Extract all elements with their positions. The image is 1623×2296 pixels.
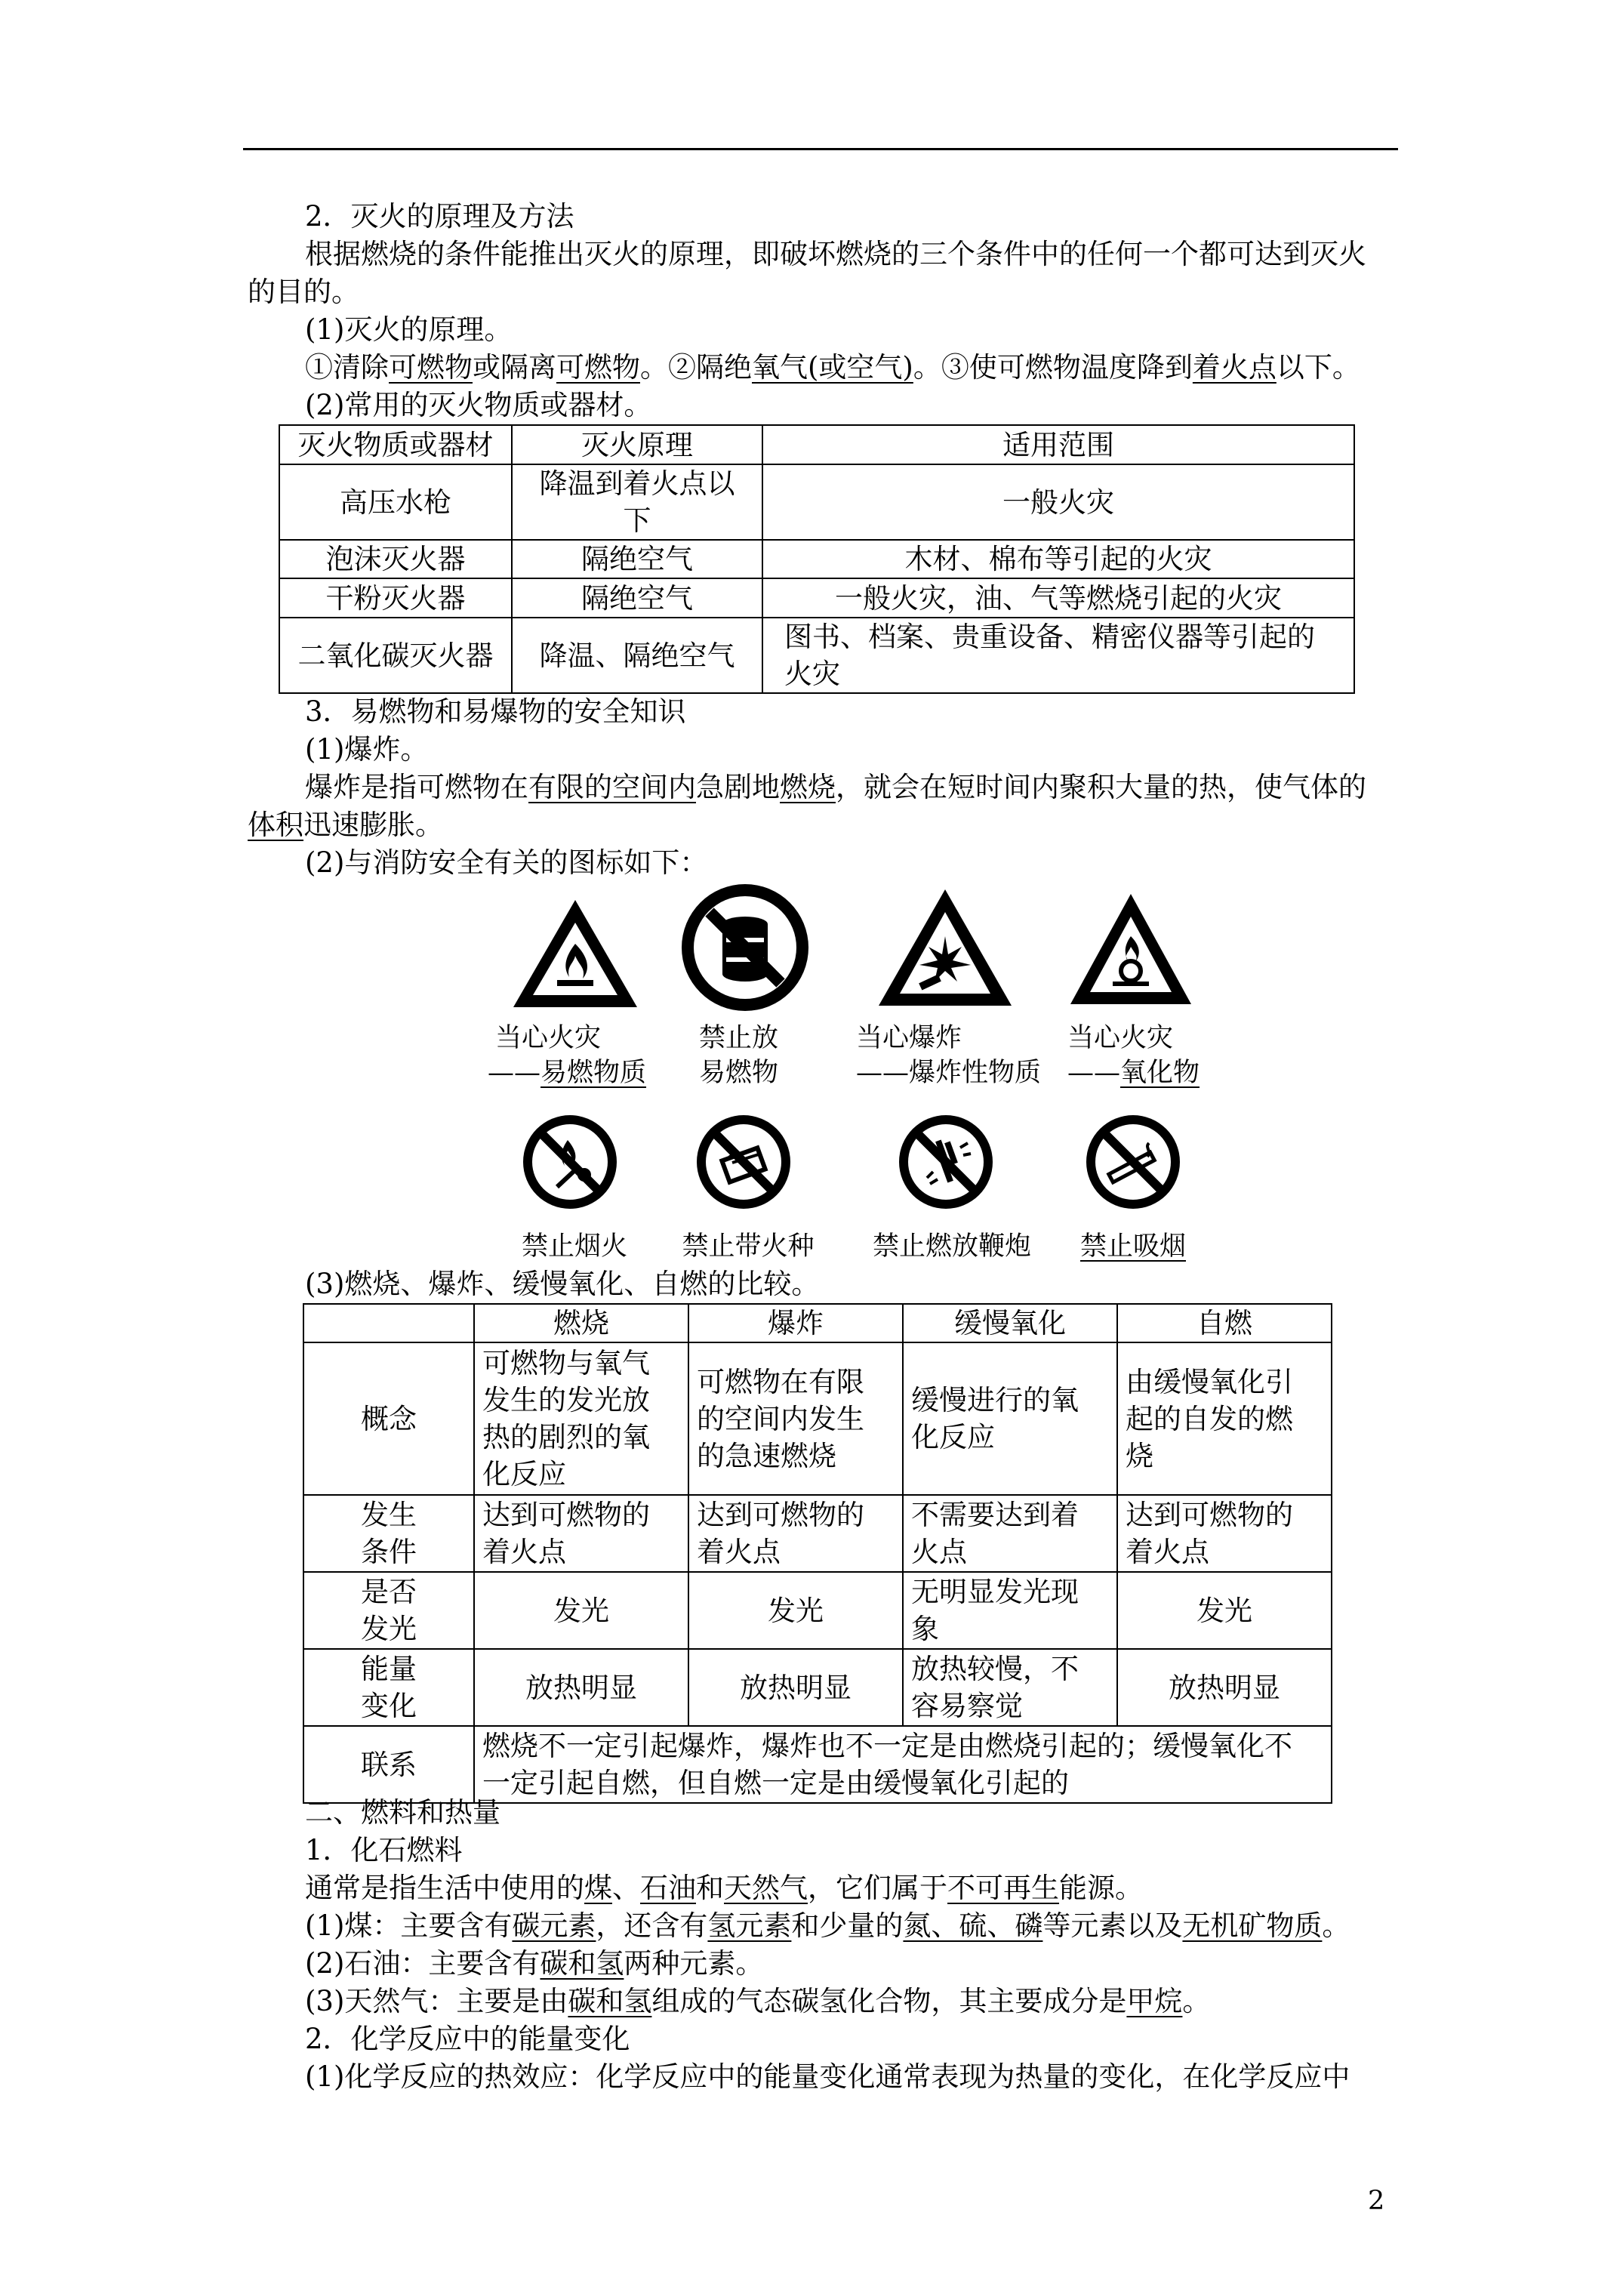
sign-caption bbox=[699, 1021, 797, 1090]
cell-line: 变化 bbox=[361, 1690, 417, 1722]
cell-line: 不需要达到着 bbox=[911, 1499, 1079, 1531]
paragraph-line bbox=[305, 1869, 1143, 1907]
text-run: (3)天然气：主要是由 bbox=[305, 1985, 568, 2017]
table-cell bbox=[762, 618, 1354, 693]
caption-line: 当心爆炸 bbox=[856, 1023, 962, 1053]
table-row bbox=[303, 1495, 1332, 1572]
cell-line: 的急速燃烧 bbox=[697, 1439, 836, 1472]
answer-blank: 燃烧 bbox=[780, 771, 836, 803]
table-header bbox=[303, 1304, 474, 1342]
table-cell: 发光 bbox=[474, 1572, 688, 1649]
table-row bbox=[279, 464, 1354, 540]
table-row bbox=[279, 578, 1354, 618]
text-run: 通常是指生活中使用的 bbox=[305, 1872, 584, 1904]
cell-line: 着火点 bbox=[482, 1536, 566, 1568]
table-header: 灭火原理 bbox=[512, 425, 762, 464]
table-cell: 发光 bbox=[1117, 1572, 1332, 1649]
caution-explosion-icon bbox=[876, 886, 1015, 1009]
text-run: 能源。 bbox=[1059, 1872, 1143, 1904]
table-header: 自燃 bbox=[1117, 1304, 1332, 1342]
table-cell bbox=[1117, 1342, 1332, 1495]
sign-caption bbox=[1067, 1021, 1218, 1090]
sign-caption bbox=[488, 1021, 669, 1090]
answer-blank: 可燃物 bbox=[556, 351, 640, 384]
text-run: 急剧地 bbox=[696, 771, 780, 803]
cell-line: 无明显发光现 bbox=[911, 1576, 1079, 1608]
cell-line: 火点 bbox=[911, 1536, 967, 1568]
caption-line: 易燃物 bbox=[699, 1058, 779, 1088]
row-label bbox=[303, 1649, 474, 1726]
answer-blank: 氧气(或空气) bbox=[752, 351, 913, 384]
answer-blank: 体积 bbox=[248, 809, 303, 841]
answer-blank: 不可再生 bbox=[947, 1872, 1059, 1904]
answer-blank: 甲烷 bbox=[1126, 1985, 1183, 2017]
table-row bbox=[303, 1572, 1332, 1649]
cell-line: 燃烧不一定引起爆炸，爆炸也不一定是由燃烧引起的；缓慢氧化不 bbox=[482, 1730, 1292, 1762]
caution-fire-icon bbox=[510, 897, 640, 1010]
caption-underlined: 禁止吸烟 bbox=[1079, 1231, 1186, 1262]
extinguisher-table bbox=[279, 424, 1355, 694]
cell-line: 发生 bbox=[361, 1499, 417, 1531]
text-run: 或隔离 bbox=[473, 351, 556, 384]
cell-line: 是否 bbox=[361, 1576, 417, 1608]
table-row bbox=[303, 1649, 1332, 1726]
row-label bbox=[303, 1572, 474, 1649]
text-run: ，它们属于 bbox=[808, 1872, 947, 1904]
cell-line: 的空间内发生 bbox=[697, 1402, 864, 1435]
answer-blank: 碳元素 bbox=[512, 1909, 596, 1942]
subheading: (2)常用的灭火物质或器材。 bbox=[305, 389, 652, 421]
paragraph-line bbox=[305, 1983, 1210, 2020]
table-cell bbox=[1117, 1495, 1332, 1572]
cell-line: 化反应 bbox=[911, 1421, 995, 1453]
table-cell bbox=[512, 464, 762, 540]
table-cell bbox=[903, 1572, 1117, 1649]
cell-line: 容易察觉 bbox=[911, 1690, 1023, 1722]
table-cell bbox=[903, 1495, 1117, 1572]
answer-blank: 着火点 bbox=[1192, 351, 1277, 384]
table-cell: 降温、隔绝空气 bbox=[512, 618, 762, 693]
table-header: 爆炸 bbox=[688, 1304, 903, 1342]
answer-blank: 无机矿物质 bbox=[1182, 1909, 1323, 1942]
text-run: (2)石油：主要含有 bbox=[305, 1947, 540, 1980]
cell-line: 起的自发的燃 bbox=[1126, 1402, 1293, 1435]
cell-line: 由缓慢氧化引 bbox=[1126, 1365, 1293, 1398]
text-run: 和 bbox=[696, 1872, 724, 1904]
answer-blank: 氮、硫、磷 bbox=[903, 1909, 1043, 1942]
paragraph-line bbox=[305, 349, 1360, 387]
section-heading: 1．化石燃料 bbox=[305, 1834, 463, 1866]
cell-line: 条件 bbox=[361, 1536, 417, 1568]
table-header-row bbox=[279, 425, 1354, 464]
answer-blank: 石油 bbox=[640, 1872, 696, 1904]
row-label: 概念 bbox=[303, 1342, 474, 1495]
cell-line: 发光 bbox=[361, 1613, 417, 1645]
text-run: —— bbox=[856, 1058, 909, 1088]
table-cell: 隔绝空气 bbox=[512, 540, 762, 578]
row-label bbox=[303, 1495, 474, 1572]
answer-blank: 可燃物 bbox=[389, 351, 473, 384]
section-heading: 2．灭火的原理及方法 bbox=[305, 200, 574, 233]
table-header: 燃烧 bbox=[474, 1304, 688, 1342]
cell-line: 化反应 bbox=[482, 1458, 566, 1490]
cell-line: 发生的发光放 bbox=[482, 1384, 650, 1416]
table-cell: 放热明显 bbox=[474, 1649, 688, 1726]
cell-line: 能量 bbox=[361, 1653, 417, 1685]
sign-caption: 禁止燃放鞭炮 bbox=[872, 1231, 1031, 1262]
table-cell: 干粉灭火器 bbox=[279, 578, 512, 618]
table-cell bbox=[903, 1649, 1117, 1726]
row-label: 联系 bbox=[303, 1726, 474, 1803]
page-number: 2 bbox=[1368, 2186, 1385, 2216]
sign-caption: 禁止烟火 bbox=[521, 1231, 627, 1262]
text-run: 。②隔绝 bbox=[640, 351, 752, 384]
text-run: 组成的气态碳氢化合物，其主要成分是 bbox=[651, 1985, 1127, 2017]
text-run: ，就会在短时间内聚积大量的热，使气体的 bbox=[836, 771, 1366, 803]
section-heading: 二、燃料和热量 bbox=[305, 1796, 500, 1829]
cell-line: 达到可燃物的 bbox=[482, 1499, 650, 1531]
cell-line: 放热较慢，不 bbox=[911, 1653, 1079, 1685]
table-cell bbox=[903, 1342, 1117, 1495]
table-cell bbox=[474, 1342, 688, 1495]
sign-caption bbox=[856, 1021, 1067, 1090]
table-header: 灭火物质或器材 bbox=[279, 425, 512, 464]
text-run: 、 bbox=[612, 1872, 640, 1904]
cell-line: 一定引起自燃，但自燃一定是由缓慢氧化引起的 bbox=[482, 1767, 1069, 1799]
no-smoking-icon bbox=[1084, 1113, 1182, 1211]
table-row bbox=[279, 540, 1354, 578]
no-firecrackers-icon bbox=[897, 1113, 995, 1211]
text-run: 爆炸性物质 bbox=[909, 1058, 1042, 1088]
text-run: 等元素以及 bbox=[1042, 1909, 1183, 1942]
table-cell: 一般火灾，油、气等燃烧引起的火灾 bbox=[762, 578, 1354, 618]
caption-line: 当心火灾 bbox=[495, 1023, 602, 1053]
caption-line: 当心火灾 bbox=[1067, 1023, 1174, 1053]
text-run: ，还含有 bbox=[596, 1909, 708, 1942]
table-cell: 木材、棉布等引起的火灾 bbox=[762, 540, 1354, 578]
paragraph-line bbox=[248, 806, 443, 844]
cell-line: 火灾 bbox=[784, 658, 840, 690]
section-heading: 3．易燃物和易爆物的安全知识 bbox=[305, 695, 686, 728]
table-cell: 放热明显 bbox=[688, 1649, 903, 1726]
answer-blank: 天然气 bbox=[724, 1872, 808, 1904]
paragraph-line bbox=[305, 1907, 1350, 1945]
cell-line: 图书、档案、贵重设备、精密仪器等引起的 bbox=[784, 621, 1315, 653]
cell-line: 着火点 bbox=[1126, 1536, 1209, 1568]
no-flammables-icon bbox=[679, 882, 811, 1013]
text-run: —— bbox=[1067, 1058, 1120, 1088]
table-cell: 放热明显 bbox=[1117, 1649, 1332, 1726]
caption-underlined: 易燃物质 bbox=[540, 1058, 647, 1088]
cell-line: 缓慢进行的氧 bbox=[911, 1384, 1079, 1416]
cell-line: 着火点 bbox=[697, 1536, 781, 1568]
caption-underlined: 氧化物 bbox=[1120, 1058, 1200, 1088]
cell-line: 象 bbox=[911, 1613, 939, 1645]
table-cell bbox=[688, 1342, 903, 1495]
text-run: (1)煤：主要含有 bbox=[305, 1909, 513, 1942]
text-run: —— bbox=[488, 1058, 540, 1088]
table-cell: 隔绝空气 bbox=[512, 578, 762, 618]
table-cell bbox=[474, 1726, 1332, 1803]
paragraph-line bbox=[305, 769, 1366, 806]
table-header: 适用范围 bbox=[762, 425, 1354, 464]
cell-line: 下 bbox=[623, 504, 651, 537]
paragraph-line bbox=[305, 1945, 763, 1983]
text-run: 。③使可燃物温度降到 bbox=[913, 351, 1193, 384]
no-open-flame-icon bbox=[521, 1113, 619, 1211]
text-run: 。 bbox=[1322, 1909, 1350, 1942]
table-cell: 二氧化碳灭火器 bbox=[279, 618, 512, 693]
table-cell bbox=[688, 1495, 903, 1572]
sign-caption bbox=[1069, 1229, 1197, 1264]
text-run: 和少量的 bbox=[791, 1909, 904, 1942]
answer-blank: 有限的空间内 bbox=[528, 771, 696, 803]
answer-blank: 碳和氢 bbox=[568, 1985, 652, 2017]
answer-blank: 氢元素 bbox=[707, 1909, 792, 1942]
text-run: 。 bbox=[1182, 1985, 1211, 2017]
table-row bbox=[279, 618, 1354, 693]
paragraph-line: 根据燃烧的条件能推出灭火的原理，即破坏燃烧的三个条件中的任何一个都可达到灭火 bbox=[305, 238, 1366, 270]
answer-blank: 煤 bbox=[584, 1872, 612, 1904]
table-cell: 发光 bbox=[688, 1572, 903, 1649]
text-run: ①清除 bbox=[305, 351, 389, 384]
subheading: (1)爆炸。 bbox=[305, 733, 429, 766]
text-run: 以下。 bbox=[1276, 351, 1360, 384]
cell-line: 热的剧烈的氧 bbox=[482, 1421, 650, 1453]
subheading: (2)与消防安全有关的图标如下： bbox=[305, 846, 708, 879]
table-cell: 泡沫灭火器 bbox=[279, 540, 512, 578]
cell-line: 可燃物与氧气 bbox=[482, 1347, 650, 1379]
table-cell bbox=[474, 1495, 688, 1572]
subheading: (3)燃烧、爆炸、缓慢氧化、自燃的比较。 bbox=[305, 1268, 820, 1300]
sign-caption: 禁止带火种 bbox=[682, 1231, 815, 1262]
paragraph-line: 的目的。 bbox=[248, 276, 359, 308]
text-run: 爆炸是指可燃物在 bbox=[305, 771, 528, 803]
cell-line: 降温到着火点以 bbox=[539, 467, 735, 500]
table-cell: 一般火灾 bbox=[762, 464, 1354, 540]
table-row bbox=[303, 1726, 1332, 1803]
table-cell: 高压水枪 bbox=[279, 464, 512, 540]
section-heading: 2．化学反应中的能量变化 bbox=[305, 2023, 630, 2055]
table-header-row bbox=[303, 1304, 1332, 1342]
comparison-table bbox=[303, 1303, 1332, 1804]
cell-line: 烧 bbox=[1126, 1439, 1153, 1472]
header-rule bbox=[243, 148, 1398, 150]
answer-blank: 碳和氢 bbox=[540, 1947, 624, 1980]
subheading: (1)灭火的原理。 bbox=[305, 313, 513, 346]
table-header: 缓慢氧化 bbox=[903, 1304, 1117, 1342]
text-run: 迅速膨胀。 bbox=[303, 809, 443, 841]
no-fire-source-icon bbox=[694, 1113, 793, 1211]
cell-line: 可燃物在有限 bbox=[697, 1365, 864, 1398]
cell-line: 达到可燃物的 bbox=[697, 1499, 864, 1531]
caution-oxidizer-icon bbox=[1067, 891, 1194, 1009]
text-run: 两种元素。 bbox=[624, 1947, 764, 1980]
cell-line: 达到可燃物的 bbox=[1126, 1499, 1293, 1531]
paragraph-line: (1)化学反应的热效应：化学反应中的能量变化通常表现为热量的变化，在化学反应中 bbox=[305, 2060, 1350, 2093]
table-row bbox=[303, 1342, 1332, 1495]
caption-line: 禁止放 bbox=[699, 1023, 779, 1053]
